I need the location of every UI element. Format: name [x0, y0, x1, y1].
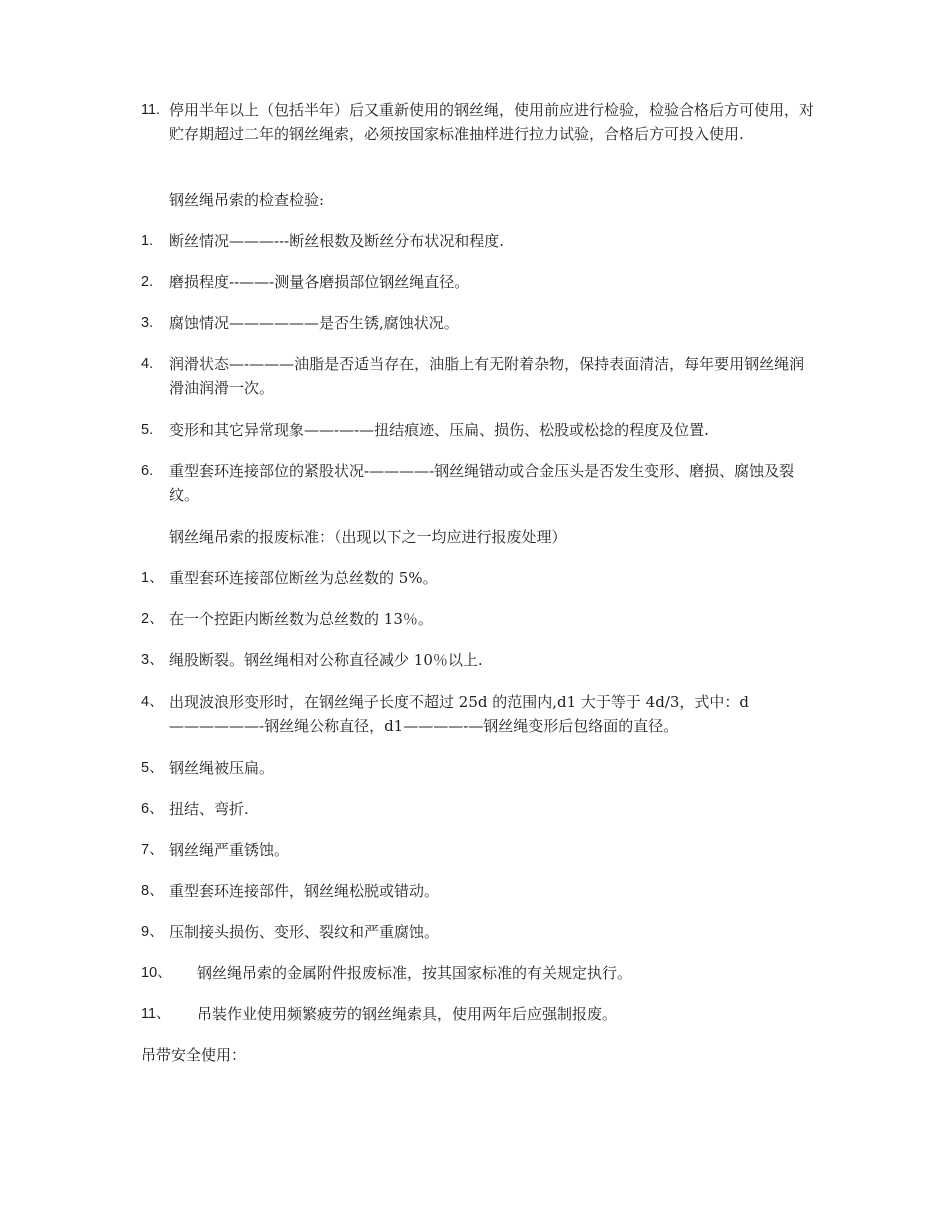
intro-paragraph [141, 98, 816, 146]
list-item-text: 变形和其它异常现象——-—-—扭结痕迹、压扁、损伤、松股或松捻的程度及位置. [169, 421, 709, 439]
scrap-item-4 [141, 690, 816, 738]
scrap-item-8 [141, 879, 816, 903]
list-number: 5. [141, 422, 154, 438]
scrap-item-5 [141, 756, 816, 780]
list-number: 1. [141, 233, 154, 249]
list-number: 2、 [141, 611, 164, 627]
list-item-text: 绳股断裂。钢丝绳相对公称直径减少 10％以上. [169, 651, 483, 669]
list-number: 6、 [141, 801, 164, 817]
list-item-text: 钢丝绳吊索的金属附件报废标准，按其国家标准的有关规定执行。 [197, 964, 633, 982]
list-number: 11、 [141, 1006, 171, 1022]
list-number: 1、 [141, 570, 164, 586]
sling-heading: 吊带安全使用： [141, 1046, 247, 1064]
inspection-item-4 [141, 352, 816, 400]
list-item-text: 断丝情况———---断丝根数及断丝分布状况和程度. [169, 232, 504, 250]
list-number: 10、 [141, 965, 172, 981]
list-item-text: 钢丝绳被压扁。 [169, 759, 275, 777]
list-item-text: 重型套环连接部位的紧股状况-————-钢丝绳错动或合金压头是否发生变形、磨损、腐蚀及裂纹。 [169, 462, 795, 504]
list-number: 3. [141, 315, 154, 331]
inspection-item-6 [141, 459, 816, 507]
list-number: 9、 [141, 924, 164, 940]
scrap-item-11 [141, 1002, 816, 1026]
list-item-text: 扭结、弯折. [169, 800, 249, 818]
list-item-text: 出现波浪形变形时，在钢丝绳子长度不超过 25d 的范围内,d1 大于等于 4d/3，式中：d——————-钢丝绳公称直径，d1————-—钢丝绳变形后包络面的直径。 [169, 693, 750, 735]
list-number: 6. [141, 463, 154, 479]
list-item-text: 压制接头损伤、变形、裂纹和严重腐蚀。 [169, 923, 440, 941]
list-item-text: 重型套环连接部位断丝为总丝数的 5%。 [169, 569, 438, 587]
list-item-text: 吊装作业使用频繁疲劳的钢丝绳索具，使用两年后应强制报废。 [197, 1005, 618, 1023]
inspection-heading: 钢丝绳吊索的检查检验: [169, 191, 325, 209]
inspection-item-3 [141, 311, 816, 335]
list-item-text: 重型套环连接部件，钢丝绳松脱或错动。 [169, 882, 440, 900]
list-item-text: 磨损程度--——-测量各磨损部位钢丝绳直径。 [169, 273, 470, 291]
list-item-text: 润滑状态—-———油脂是否适当存在，油脂上有无附着杂物，保持表面清洁，每年要用钢丝绳润滑油润滑一次。 [169, 355, 805, 397]
list-number: 7、 [141, 842, 164, 858]
scrap-item-2 [141, 607, 816, 631]
scrap-item-9 [141, 920, 816, 944]
list-number: 8、 [141, 883, 164, 899]
list-item-text: 钢丝绳严重锈蚀。 [169, 841, 290, 859]
scrap-item-7 [141, 838, 816, 862]
scrap-item-6 [141, 797, 816, 821]
paragraph-text: 停用半年以上（包括半年）后又重新使用的钢丝绳，使用前应进行检验，检验合格后方可使用，对贮存期超过二年的钢丝绳索，必须按国家标准抽样进行拉力试验，合格后方可投入使用. [169, 101, 815, 143]
list-item-text: 腐蚀情况——————是否生锈,腐蚀状况。 [169, 314, 459, 332]
scrap-item-10 [141, 961, 816, 985]
list-number: 11. [141, 102, 161, 118]
list-number: 5、 [141, 760, 164, 776]
scrap-item-3 [141, 648, 816, 672]
list-number: 2. [141, 274, 154, 290]
scrap-heading: 钢丝绳吊索的报废标准：（出现以下之一均应进行报废处理） [169, 528, 567, 546]
list-item-text: 在一个控距内断丝数为总丝数的 13％。 [169, 610, 433, 628]
inspection-item-5 [141, 418, 816, 442]
inspection-item-1 [141, 229, 816, 253]
list-number: 4. [141, 356, 154, 372]
list-number: 4、 [141, 694, 164, 710]
inspection-item-2 [141, 270, 816, 294]
list-number: 3、 [141, 652, 164, 668]
scrap-item-1 [141, 566, 816, 590]
